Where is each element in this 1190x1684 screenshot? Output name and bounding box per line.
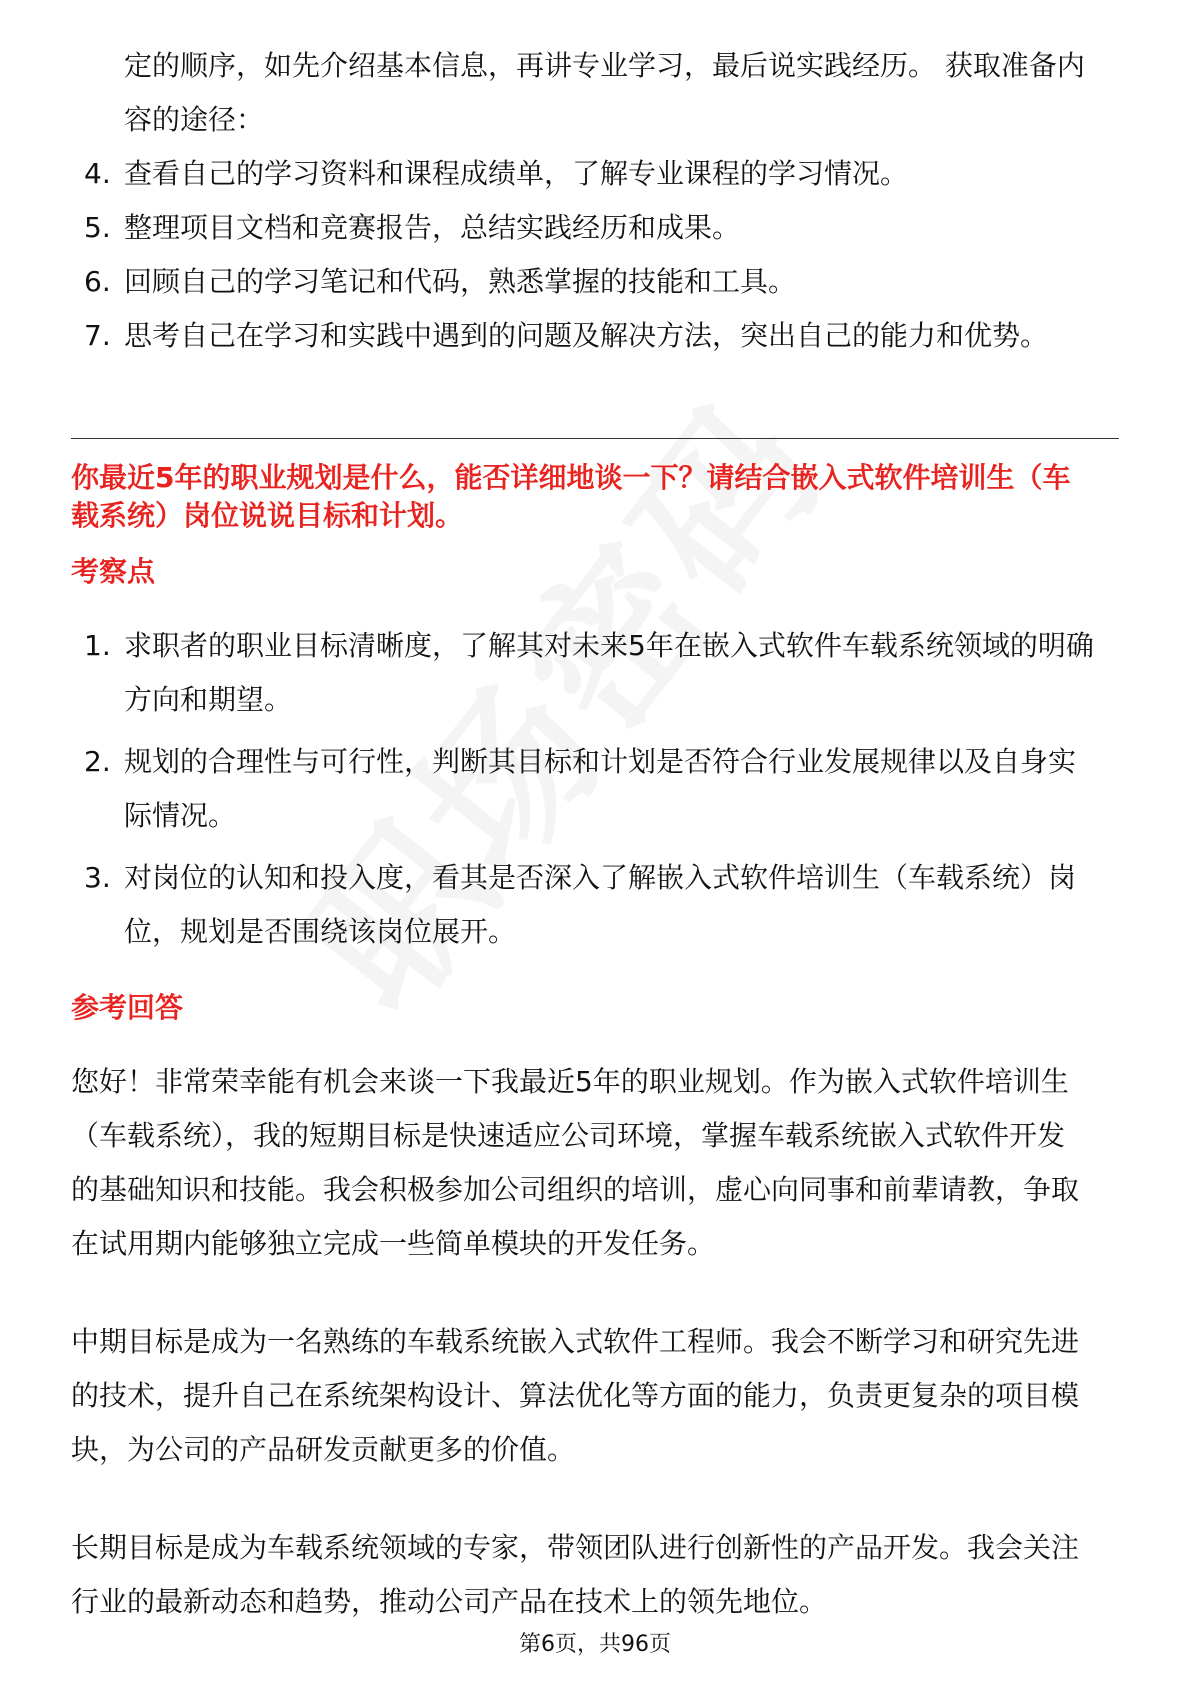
answer-p1-line: 您好！非常荣幸能有机会来谈一下我最近5年的职业规划。作为嵌入式软件培训生	[71, 1065, 1069, 1098]
list-item-number: 7.	[84, 319, 111, 352]
answer-p2-line: 中期目标是成为一名熟练的车载系统嵌入式软件工程师。我会不断学习和研究先进	[71, 1325, 1080, 1358]
list-item: 查看自己的学习资料和课程成绩单，了解专业课程的学习情况。	[124, 157, 909, 190]
focus-heading: 考察点	[71, 555, 156, 588]
focus-item-number: 1.	[84, 629, 111, 662]
focus-item-line: 对岗位的认知和投入度，看其是否深入了解嵌入式软件培训生（车载系统）岗	[124, 861, 1077, 894]
list-item: 整理项目文档和竞赛报告，总结实践经历和成果。	[124, 211, 741, 244]
list-item-number: 5.	[84, 211, 111, 244]
list-item: 回顾自己的学习笔记和代码，熟悉掌握的技能和工具。	[124, 265, 797, 298]
answer-p3-line: 长期目标是成为车载系统领域的专家，带领团队进行创新性的产品开发。我会关注	[71, 1531, 1080, 1564]
intro-line-2: 容的途径：	[124, 103, 265, 136]
question-line-2: 载系统）岗位说说目标和计划。	[71, 499, 464, 532]
focus-item-line: 际情况。	[124, 799, 237, 832]
page-footer: 第6页，共96页	[519, 1632, 671, 1657]
answer-heading: 参考回答	[71, 991, 184, 1024]
answer-p3-line: 行业的最新动态和趋势，推动公司产品在技术上的领先地位。	[71, 1585, 828, 1618]
focus-item-line: 位，规划是否围绕该岗位展开。	[124, 915, 517, 948]
list-item-number: 6.	[84, 265, 111, 298]
answer-p1-line: （车载系统），我的短期目标是快速适应公司环境，掌握车载系统嵌入式软件开发	[71, 1119, 1066, 1152]
focus-item-number: 2.	[84, 745, 111, 778]
focus-item-line: 求职者的职业目标清晰度，了解其对未来5年在嵌入式软件车载系统领域的明确	[124, 629, 1094, 662]
question-line-1: 你最近5年的职业规划是什么，能否详细地谈一下？请结合嵌入式软件培训生（车	[71, 461, 1071, 494]
answer-p1-line: 的基础知识和技能。我会积极参加公司组织的培训，虚心向同事和前辈请教，争取	[71, 1173, 1080, 1206]
focus-item-number: 3.	[84, 861, 111, 894]
answer-p2-line: 块，为公司的产品研发贡献更多的价值。	[71, 1433, 576, 1466]
focus-item-line: 方向和期望。	[124, 683, 293, 716]
list-item-number: 4.	[84, 157, 111, 190]
section-divider	[71, 438, 1119, 439]
answer-p1-line: 在试用期内能够独立完成一些简单模块的开发任务。	[71, 1227, 716, 1260]
list-item: 思考自己在学习和实践中遇到的问题及解决方法，突出自己的能力和优势。	[124, 319, 1049, 352]
intro-line-1: 定的顺序，如先介绍基本信息，再讲专业学习，最后说实践经历。 获取准备内	[124, 49, 1085, 82]
focus-item-line: 规划的合理性与可行性，判断其目标和计划是否符合行业发展规律以及自身实	[124, 745, 1077, 778]
answer-p2-line: 的技术，提升自己在系统架构设计、算法优化等方面的能力，负责更复杂的项目模	[71, 1379, 1080, 1412]
